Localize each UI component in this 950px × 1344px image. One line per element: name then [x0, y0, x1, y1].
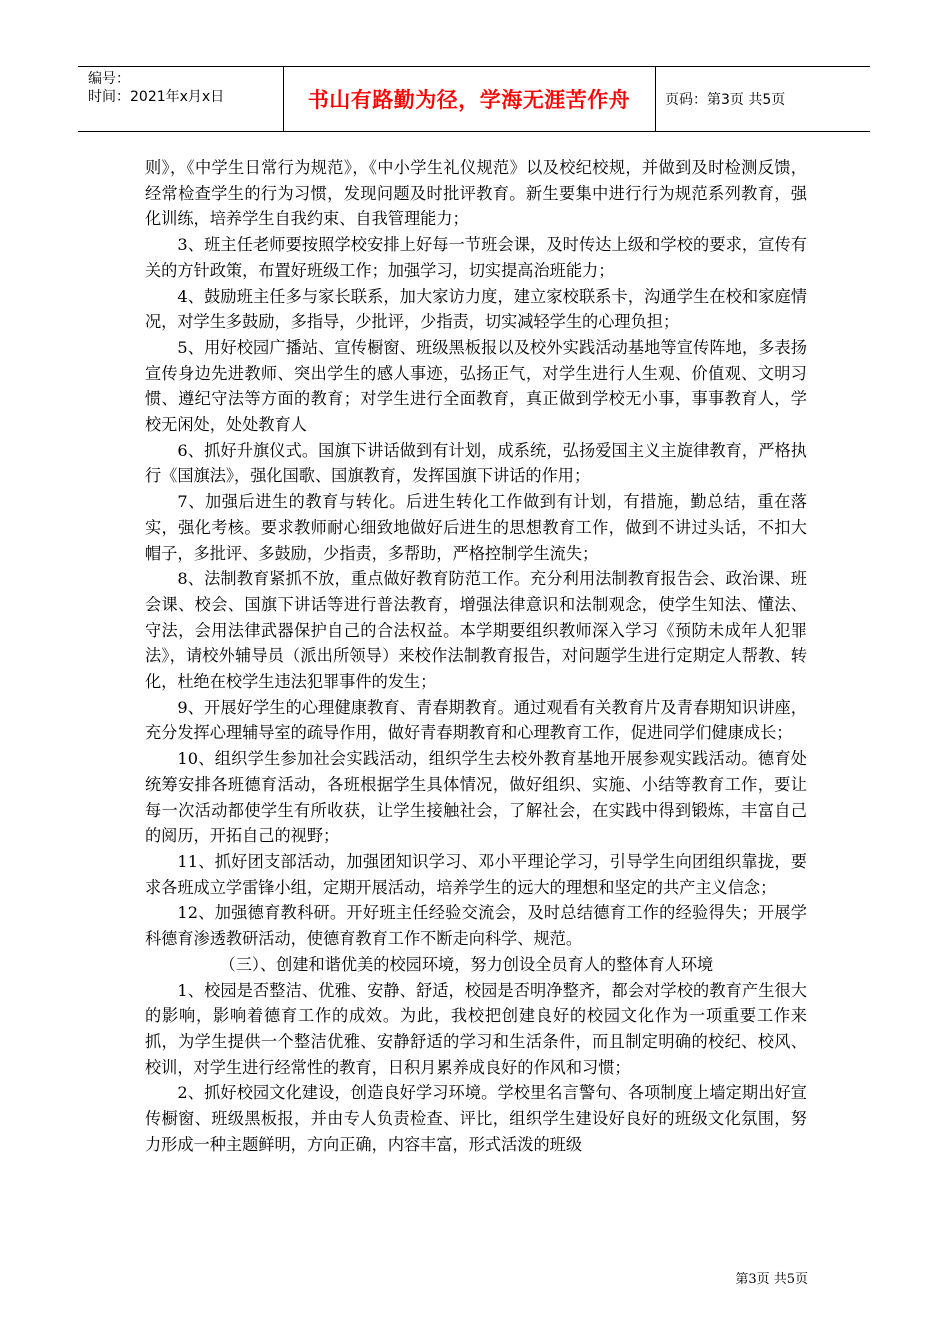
- paragraph: 5、用好校园广播站、宣传橱窗、班级黑板报以及校外实践活动基地等宣传阵地，多表扬宣传身边先进教师、突出学生的感人事迹，弘扬正气，对学生进行人生观、价值观、文明习惯、遵纪守法等方面的教育；对学生进行全面教育，真正做到学校无小事，事事教育人，学校无闲处，处处教育人: [145, 337, 807, 435]
- document-body: [145, 155, 807, 1157]
- page-header: [78, 66, 870, 132]
- paragraph: 4、鼓励班主任多与家长联系，加大家访力度，建立家校联系卡，沟通学生在校和家庭情况，对学生多鼓励，多指导，少批评，少指责，切实减轻学生的心理负担；: [145, 286, 807, 332]
- paragraph: 7、加强后进生的教育与转化。后进生转化工作做到有计划，有措施，勤总结，重在落实，强化考核。要求教师耐心细致地做好后进生的思想教育工作，做到不讲过头话，不扣大帽子，多批评、多鼓励，少指责，多帮助，严格控制学生流失；: [145, 492, 807, 563]
- paragraph: 11、抓好团支部活动，加强团知识学习、邓小平理论学习，引导学生向团组织靠拢，要求各班成立学雷锋小组，定期开展活动，培养学生的远大的理想和坚定的共产主义信念；: [145, 851, 807, 897]
- paragraph: 则》，《中学生日常行为规范》，《中小学生礼仪规范》以及校纪校规，并做到及时检测反馈，经常检查学生的行为习惯，发现问题及时批评教育。新生要集中进行行为规范系列教育，强化训练，培养学生自我约束、自我管理能力；: [145, 158, 807, 229]
- paragraph: 9、开展好学生的心理健康教育、青春期教育。通过观看有关教育片及青春期知识讲座，充分发挥心理辅导室的疏导作用，做好青春期教育和心理教育工作，促进同学们健康成长；: [145, 697, 807, 743]
- doc-date: 时间：2021年x月x日: [88, 89, 225, 105]
- paragraph: 8、法制教育紧抓不放，重点做好教育防范工作。充分利用法制教育报告会、政治课、班会课、校会、国旗下讲话等进行普法教育，增强法律意识和法制观念，使学生知法、懂法、守法，会用法律武器保护自己的合法权益。本学期要组织教师深入学习《预防未成年人犯罪法》，请校外辅导员（派出所领导）来校作法制教育报告，对问题学生进行定期定人帮教、转化，杜绝在校学生违法犯罪事件的发生；: [145, 569, 807, 692]
- doc-code-label: 编号：: [88, 71, 130, 87]
- paragraph: 3、班主任老师要按照学校安排上好每一节班会课，及时传达上级和学校的要求，宣传有关的方针政策，布置好班级工作；加强学习，切实提高治班能力；: [145, 235, 807, 280]
- paragraph: 6、抓好升旗仪式。国旗下讲话做到有计划，成系统，弘扬爱国主义主旋律教育，严格执行《国旗法》，强化国歌、国旗教育，发挥国旗下讲话的作用；: [145, 440, 807, 486]
- paragraph: 1、校园是否整洁、优雅、安静、舒适，校园是否明净整齐，都会对学校的教育产生很大的影响，影响着德育工作的成效。为此，我校把创建良好的校园文化作为一项重要工作来抓，为学生提供一个整洁优雅、安静舒适的学习和生活条件，而且制定明确的校纪、校风、校训，对学生进行经常性的教育，日积月累养成良好的作风和习惯；: [145, 980, 807, 1077]
- paragraph: 12、加强德育教科研。开好班主任经验交流会，及时总结德育工作的经验得失；开展学科德育渗透教研活动，使德育教育工作不断走向科学、规范。: [145, 903, 807, 949]
- header-page-info: 页码：第3页 共5页: [665, 92, 786, 108]
- paragraph: 10、组织学生参加社会实践活动，组织学生去校外教育基地开展参观实践活动。德育处统筹安排各班德育活动，各班根据学生具体情况，做好组织、实施、小结等教育工作，要让每一次活动都使学生有所收获，让学生接触社会，了解社会，在实践中得到锻炼，丰富自己的阅历，开拓自己的视野；: [145, 749, 807, 846]
- paragraph: 2、抓好校园文化建设，创造良好学习环境。学校里名言警句、各项制度上墙定期出好宣传橱窗、班级黑板报，并由专人负责检查、评比，组织学生建设好良好的班级文化氛围，努力形成一种主题鲜明，方向正确，内容丰富，形式活泼的班级: [145, 1083, 807, 1154]
- section-heading: （三）、创建和谐优美的校园环境，努力创设全员育人的整体育人环境: [219, 954, 714, 974]
- page-footer: 第3页 共5页: [735, 1272, 808, 1287]
- header-meta: [88, 70, 224, 106]
- header-motto: 书山有路勤为径，学海无涯苦作舟: [307, 88, 631, 112]
